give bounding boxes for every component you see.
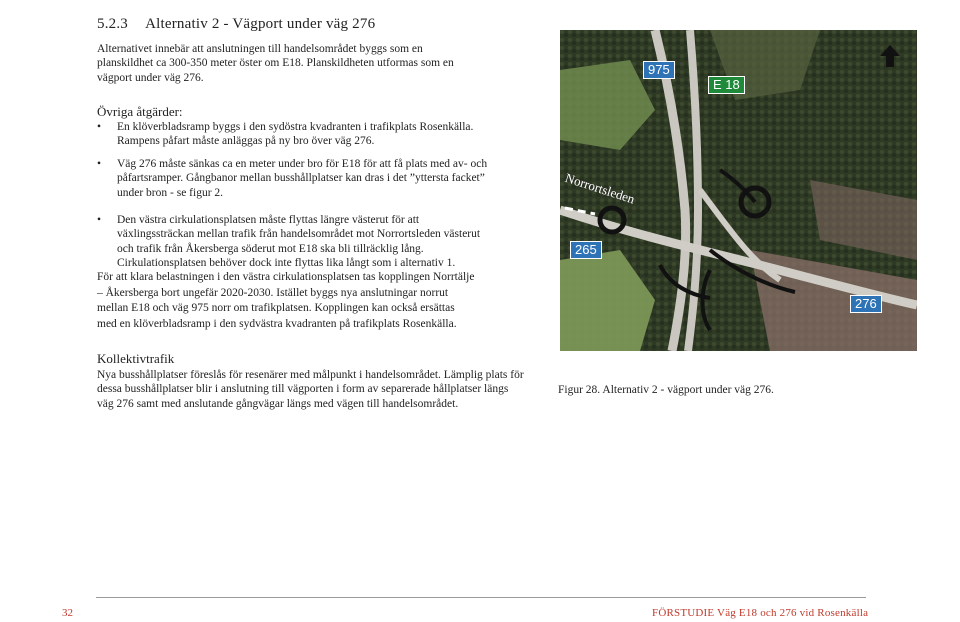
road-sign-265: 265 xyxy=(570,241,602,259)
norrortsleden-label: Norrortsleden xyxy=(563,170,637,207)
section-number: 5.2.3 xyxy=(97,16,128,32)
figure-caption: Figur 28. Alternativ 2 - vägport under väg 276. xyxy=(558,384,774,396)
public-transport-heading: Kollektivtrafik xyxy=(97,351,175,366)
other-measures-list xyxy=(97,120,497,283)
aerial-map-figure xyxy=(560,30,917,351)
road-sign-e18: E 18 xyxy=(708,76,745,94)
list-item: • Väg 276 måste sänkas ca en meter under bro för E18 för att få plats med av- och påfartsramper. Gångbanor mellan busshållplatser kan dras i det ”yttersta facket” under bron - se figur 2. xyxy=(97,157,497,200)
list-item: • En klöverbladsramp byggs i den sydöstra kvadranten i trafikplats Rosenkälla. Rampens påfart måste anläggas på ny bro över väg 276. xyxy=(97,120,497,149)
section-title: Alternativ 2 - Vägport under väg 276 xyxy=(145,16,376,32)
section-heading xyxy=(97,16,375,33)
other-measures-heading: Övriga åtgärder: xyxy=(97,104,183,119)
public-transport-text: Nya busshållplatser föreslås för resenärer med målpunkt i handelsområdet. Lämplig plats för dessa busshållplatser blir i anslutning till vägporten i form av separerade hållplatser längs väg 276 samt med anslutande gångvägar längs med vägen till handelsområdet. xyxy=(97,369,524,410)
page-number: 32 xyxy=(62,607,73,619)
north-arrow-icon xyxy=(879,44,901,68)
road-sign-276: 276 xyxy=(850,295,882,313)
list-item: • Den västra cirkulationsplatsen måste flyttas längre västerut för att växlingssträckan mellan trafik från handelsområdet mot Norrortsleden västerut och trafik från Åkersberga söderut mot E18 ska bli tillräcklig lång. Cirkulationsplatsen behöver dock inte flyttas lika långt som i alternativ 1. xyxy=(97,213,497,271)
road-sign-975: 975 xyxy=(643,61,675,79)
footer-document-title: FÖRSTUDIE Väg E18 och 276 vid Rosenkälla xyxy=(652,607,869,619)
footer-divider xyxy=(96,597,866,598)
body-paragraph: För att klara belastningen i den västra cirkulationsplatsen tas kopplingen Norrtälje – Åkersberga bort ungefär 2020-2030. Istället byggs nya anslutningar norrut mellan E18 och väg 975 norr om trafikplatsen. Kopplingen kan också ersättas med en klöverbladsramp i den sydvästra kvadranten på trafikplats Rosenkälla. xyxy=(97,271,475,330)
section-intro: Alternativet innebär att anslutningen till handelsområdet byggs som en planskildhet ca 300-350 meter öster om E18. Planskildheten utformas som en vägport under väg 276. xyxy=(97,43,454,84)
